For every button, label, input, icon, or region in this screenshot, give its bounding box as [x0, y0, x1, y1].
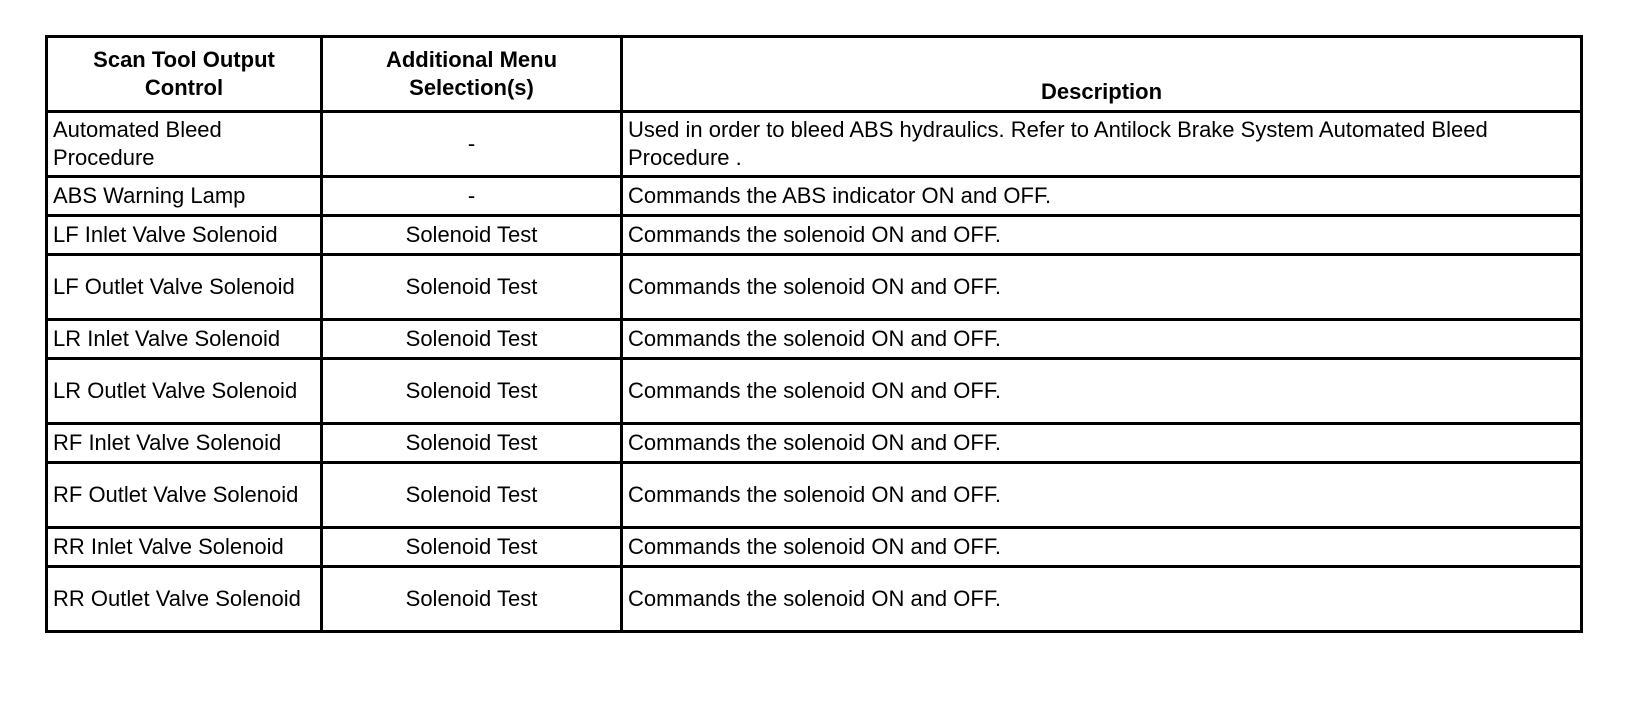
description-cell: Commands the solenoid ON and OFF.: [622, 359, 1582, 424]
table-row: [47, 567, 1582, 632]
table-row: [47, 177, 1582, 216]
table-row: [47, 463, 1582, 528]
menu-selection-cell: -: [322, 112, 622, 177]
description-cell: Commands the solenoid ON and OFF.: [622, 528, 1582, 567]
header-description: Description: [622, 37, 1582, 112]
output-control-cell: RR Outlet Valve Solenoid: [47, 567, 322, 632]
output-control-cell: LR Outlet Valve Solenoid: [47, 359, 322, 424]
menu-selection-cell: Solenoid Test: [322, 359, 622, 424]
output-control-cell: RR Inlet Valve Solenoid: [47, 528, 322, 567]
table-row: [47, 255, 1582, 320]
table-row: [47, 528, 1582, 567]
description-cell: Used in order to bleed ABS hydraulics. Refer to Antilock Brake System Automated Bleed Procedure .: [622, 112, 1582, 177]
table-row: [47, 359, 1582, 424]
menu-selection-cell: Solenoid Test: [322, 463, 622, 528]
output-control-cell: LF Outlet Valve Solenoid: [47, 255, 322, 320]
menu-selection-cell: Solenoid Test: [322, 255, 622, 320]
menu-selection-cell: -: [322, 177, 622, 216]
table-row: [47, 112, 1582, 177]
output-control-cell: LF Inlet Valve Solenoid: [47, 216, 322, 255]
header-additional-menu-selections: Additional Menu Selection(s): [322, 37, 622, 112]
menu-selection-cell: Solenoid Test: [322, 567, 622, 632]
menu-selection-cell: Solenoid Test: [322, 320, 622, 359]
output-control-cell: RF Outlet Valve Solenoid: [47, 463, 322, 528]
description-cell: Commands the solenoid ON and OFF.: [622, 216, 1582, 255]
description-cell: Commands the solenoid ON and OFF.: [622, 255, 1582, 320]
header-scan-tool-output-control: Scan Tool Output Control: [47, 37, 322, 112]
description-cell: Commands the solenoid ON and OFF.: [622, 424, 1582, 463]
menu-selection-cell: Solenoid Test: [322, 424, 622, 463]
output-control-cell: RF Inlet Valve Solenoid: [47, 424, 322, 463]
table-row: [47, 424, 1582, 463]
description-cell: Commands the solenoid ON and OFF.: [622, 320, 1582, 359]
output-control-cell: Automated Bleed Procedure: [47, 112, 322, 177]
scan-tool-output-controls-table: [45, 35, 1583, 633]
description-cell: Commands the solenoid ON and OFF.: [622, 463, 1582, 528]
table-row: [47, 216, 1582, 255]
description-cell: Commands the solenoid ON and OFF.: [622, 567, 1582, 632]
output-control-cell: LR Inlet Valve Solenoid: [47, 320, 322, 359]
table-row: [47, 320, 1582, 359]
menu-selection-cell: Solenoid Test: [322, 528, 622, 567]
table-header-row: [47, 37, 1582, 112]
menu-selection-cell: Solenoid Test: [322, 216, 622, 255]
output-control-cell: ABS Warning Lamp: [47, 177, 322, 216]
description-cell: Commands the ABS indicator ON and OFF.: [622, 177, 1582, 216]
